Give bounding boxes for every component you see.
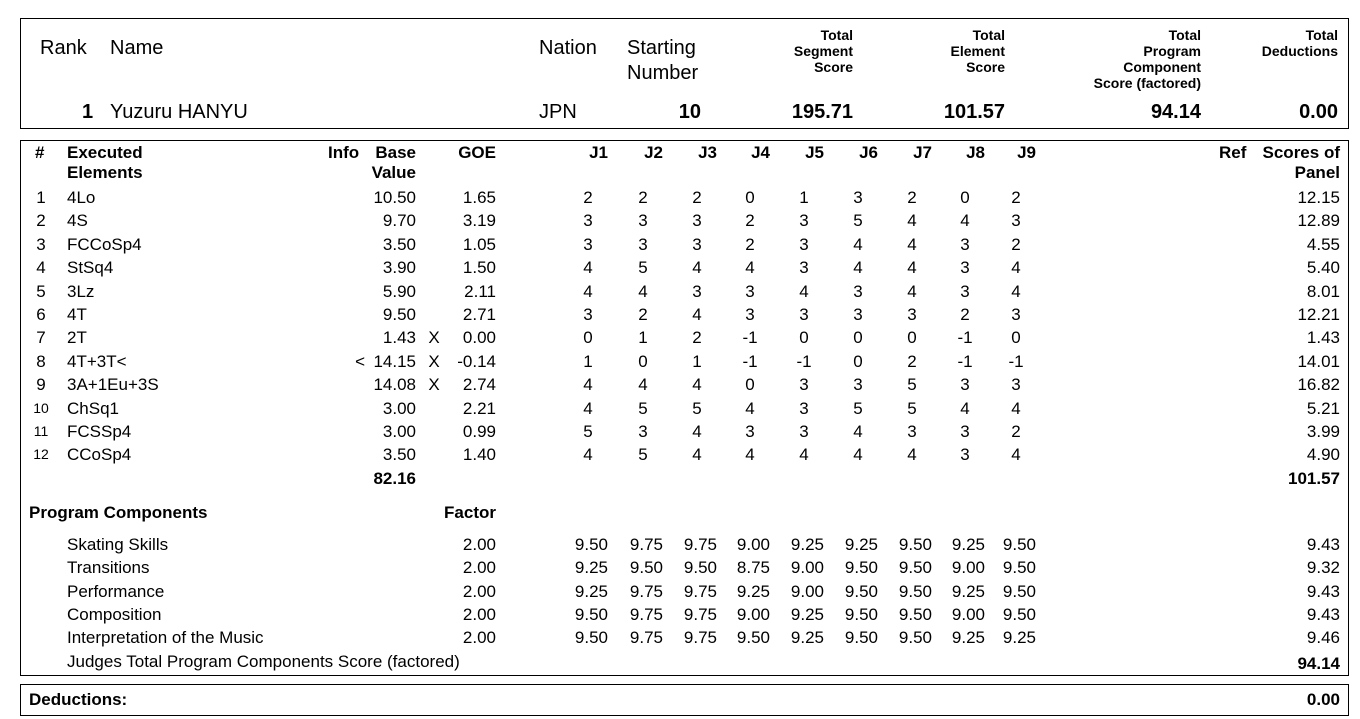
total-segment-score-label: Total Segment Score — [793, 27, 853, 75]
total-program-component-score: 94.14 — [1150, 101, 1201, 123]
element-judge-score-j2: 4 — [638, 375, 648, 395]
component-judge-score-j4: 9.50 — [736, 628, 770, 648]
element-base-value: 10.50 — [373, 188, 416, 207]
element-judge-score-j8: 4 — [960, 211, 970, 231]
element-judge-score-j1: 3 — [583, 234, 593, 254]
component-judge-score-j9: 9.50 — [1002, 558, 1036, 578]
element-judge-score-j7: 2 — [907, 188, 917, 207]
element-judge-score-j8: 3 — [960, 258, 970, 278]
component-judge-score-j3: 9.75 — [683, 604, 717, 624]
component-judge-score-j2: 9.50 — [629, 558, 663, 578]
deductions-box — [20, 684, 1349, 716]
element-code: ChSq1 — [67, 398, 119, 418]
element-base-value: 3.00 — [382, 398, 416, 418]
element-judge-score-j1: 3 — [583, 211, 593, 231]
element-judge-score-j7: 4 — [907, 258, 917, 278]
element-judge-score-j6: 4 — [853, 422, 863, 441]
element-judge-score-j1: 4 — [583, 445, 593, 465]
component-judge-score-j4: 9.00 — [736, 604, 770, 624]
element-base-value: 9.70 — [382, 211, 416, 231]
element-judge-score-j8: 3 — [960, 422, 970, 441]
judge-header-9: J9 — [1017, 143, 1036, 162]
element-judge-score-j9: -1 — [1008, 351, 1024, 371]
element-judge-score-j9: 3 — [1011, 375, 1021, 395]
component-judge-score-j2: 9.75 — [629, 535, 663, 554]
total-element-score: 101.57 — [943, 101, 1005, 123]
element-judge-score-j3: 1 — [692, 351, 702, 371]
element-judge-score-j2: 2 — [638, 305, 648, 324]
element-panel-score: 1.43 — [1306, 328, 1340, 348]
element-judge-score-j2: 3 — [638, 211, 648, 231]
element-judge-score-j7: 5 — [907, 375, 917, 395]
total-deductions: 0.00 — [1299, 101, 1338, 123]
component-judge-score-j2: 9.75 — [629, 581, 663, 601]
element-judge-score-j2: 3 — [638, 234, 648, 254]
judge-header-2: J2 — [644, 143, 663, 162]
component-judge-score-j4: 9.00 — [736, 535, 770, 554]
element-judge-score-j3: 4 — [692, 375, 702, 395]
judge-header-1: J1 — [589, 143, 608, 162]
element-judge-score-j9: 2 — [1011, 188, 1021, 207]
element-goe: 2.71 — [462, 305, 496, 324]
element-number: 8 — [36, 351, 46, 371]
judge-header-7: J7 — [913, 143, 932, 162]
nation-label: Nation — [539, 37, 597, 59]
deductions-label: Deductions: — [29, 690, 128, 709]
element-judge-score-j9: 0 — [1011, 328, 1021, 348]
element-judge-score-j9: 3 — [1011, 305, 1021, 324]
element-number: 5 — [36, 281, 46, 301]
component-name: Composition — [67, 604, 162, 624]
component-judge-score-j4: 8.75 — [736, 558, 770, 578]
program-components-label: Program Components — [29, 503, 208, 522]
component-name: Performance — [67, 581, 165, 601]
component-judge-score-j4: 9.25 — [736, 581, 770, 601]
element-judge-score-j9: 2 — [1011, 422, 1021, 441]
elements-score-total: 101.57 — [1288, 469, 1340, 488]
element-bonus-mark: X — [428, 351, 440, 371]
element-panel-score: 4.90 — [1306, 445, 1340, 465]
element-base-value: 9.50 — [382, 305, 416, 324]
component-judge-score-j3: 9.50 — [683, 558, 717, 578]
element-goe: 0.99 — [462, 422, 496, 441]
component-name: Skating Skills — [67, 535, 169, 554]
element-judge-score-j8: 3 — [960, 375, 970, 395]
element-judge-score-j1: 0 — [583, 328, 593, 348]
component-judge-score-j3: 9.75 — [683, 628, 717, 648]
col-header-goe: GOE — [458, 143, 496, 162]
element-panel-score: 12.15 — [1297, 188, 1340, 207]
element-base-value: 5.90 — [382, 281, 416, 301]
element-judge-score-j4: -1 — [742, 351, 758, 371]
element-judge-score-j4: 0 — [745, 375, 755, 395]
component-judge-score-j9: 9.25 — [1002, 628, 1036, 648]
starting-number-label-1: Starting — [627, 37, 696, 59]
skater-name: Yuzuru HANYU — [110, 101, 248, 123]
element-judge-score-j5: 3 — [799, 258, 809, 278]
element-judge-score-j9: 4 — [1011, 281, 1021, 301]
col-header-ref: Ref — [1219, 143, 1247, 162]
component-panel-score: 9.32 — [1306, 558, 1340, 578]
element-code: 3A+1Eu+3S — [67, 375, 159, 395]
judges-total-pcs-label: Judges Total Program Components Score (factored) — [67, 652, 460, 671]
component-judge-score-j7: 9.50 — [898, 581, 932, 601]
element-judge-score-j5: 3 — [799, 211, 809, 231]
element-panel-score: 12.89 — [1297, 211, 1340, 231]
element-judge-score-j9: 2 — [1011, 234, 1021, 254]
component-judge-score-j1: 9.25 — [574, 581, 608, 601]
component-judge-score-j7: 9.50 — [898, 535, 932, 554]
element-judge-score-j4: 3 — [745, 281, 755, 301]
total-deductions-label: Total Deductions — [1261, 27, 1338, 59]
component-judge-score-j1: 9.50 — [574, 628, 608, 648]
col-header-executed-elements: Executed Elements — [67, 143, 143, 182]
component-judge-score-j1: 9.50 — [574, 535, 608, 554]
element-judge-score-j8: 3 — [960, 445, 970, 465]
component-factor: 2.00 — [462, 558, 496, 578]
element-judge-score-j3: 4 — [692, 422, 702, 441]
element-judge-score-j7: 5 — [907, 398, 917, 418]
element-number: 12 — [33, 446, 49, 463]
element-judge-score-j5: 1 — [799, 188, 809, 207]
judge-header-4: J4 — [751, 143, 770, 162]
element-judge-score-j4: -1 — [742, 328, 758, 348]
component-judge-score-j8: 9.25 — [951, 581, 985, 601]
element-judge-score-j2: 1 — [638, 328, 648, 348]
element-number: 6 — [36, 305, 46, 324]
judge-header-8: J8 — [966, 143, 985, 162]
element-judge-score-j3: 2 — [692, 188, 702, 207]
component-judge-score-j2: 9.75 — [629, 604, 663, 624]
component-factor: 2.00 — [462, 581, 496, 601]
element-goe: 2.21 — [462, 398, 496, 418]
element-judge-score-j8: 3 — [960, 234, 970, 254]
element-judge-score-j5: 3 — [799, 375, 809, 395]
component-judge-score-j5: 9.25 — [790, 535, 824, 554]
element-goe: 1.40 — [462, 445, 496, 465]
element-judge-score-j6: 5 — [853, 211, 863, 231]
element-panel-score: 5.21 — [1306, 398, 1340, 418]
element-goe: -0.14 — [457, 351, 496, 371]
judges-total-pcs-score: 94.14 — [1297, 654, 1340, 673]
component-judge-score-j6: 9.25 — [844, 535, 878, 554]
element-judge-score-j7: 0 — [907, 328, 917, 348]
element-judge-score-j2: 0 — [638, 351, 648, 371]
element-judge-score-j6: 3 — [853, 281, 863, 301]
judge-header-5: J5 — [805, 143, 824, 162]
element-judge-score-j6: 3 — [853, 305, 863, 324]
component-judge-score-j1: 9.50 — [574, 604, 608, 624]
element-judge-score-j8: -1 — [957, 328, 973, 348]
element-judge-score-j2: 5 — [638, 445, 648, 465]
element-code: CCoSp4 — [67, 445, 132, 465]
element-panel-score: 8.01 — [1306, 281, 1340, 301]
component-judge-score-j7: 9.50 — [898, 628, 932, 648]
element-judge-score-j5: 4 — [799, 445, 809, 465]
element-judge-score-j4: 4 — [745, 445, 755, 465]
element-judge-score-j6: 4 — [853, 258, 863, 278]
component-judge-score-j8: 9.00 — [951, 604, 985, 624]
judge-header-3: J3 — [698, 143, 717, 162]
element-judge-score-j2: 5 — [638, 258, 648, 278]
component-judge-score-j5: 9.25 — [790, 604, 824, 624]
element-goe: 2.74 — [462, 375, 496, 395]
base-value-total: 82.16 — [373, 469, 416, 488]
element-panel-score: 12.21 — [1297, 305, 1340, 324]
element-code: FCSSp4 — [67, 422, 132, 441]
element-judge-score-j6: 4 — [853, 234, 863, 254]
element-judge-score-j1: 3 — [583, 305, 593, 324]
component-name: Transitions — [67, 558, 150, 578]
element-judge-score-j3: 3 — [692, 234, 702, 254]
element-base-value: 3.50 — [382, 234, 416, 254]
total-element-score-label: Total Element Score — [950, 27, 1005, 75]
element-judge-score-j3: 4 — [692, 445, 702, 465]
element-code: 4T — [67, 305, 87, 324]
element-code: 4T+3T< — [67, 351, 127, 371]
element-panel-score: 16.82 — [1297, 375, 1340, 395]
element-judge-score-j1: 4 — [583, 375, 593, 395]
element-judge-score-j7: 3 — [907, 305, 917, 324]
element-judge-score-j6: 3 — [853, 188, 863, 207]
component-judge-score-j6: 9.50 — [844, 604, 878, 624]
element-judge-score-j3: 4 — [692, 258, 702, 278]
element-judge-score-j9: 4 — [1011, 258, 1021, 278]
component-panel-score: 9.43 — [1306, 604, 1340, 624]
element-judge-score-j6: 5 — [853, 398, 863, 418]
element-goe: 1.50 — [462, 258, 496, 278]
element-judge-score-j3: 3 — [692, 211, 702, 231]
rank-label: Rank — [40, 37, 87, 59]
element-base-value: 3.50 — [382, 445, 416, 465]
component-judge-score-j8: 9.00 — [951, 558, 985, 578]
element-judge-score-j5: 3 — [799, 305, 809, 324]
component-panel-score: 9.43 — [1306, 581, 1340, 601]
col-header-number: # — [35, 143, 45, 162]
element-judge-score-j4: 2 — [745, 234, 755, 254]
element-judge-score-j6: 4 — [853, 445, 863, 465]
element-judge-score-j1: 4 — [583, 258, 593, 278]
element-goe: 2.11 — [464, 281, 496, 301]
component-judge-score-j5: 9.00 — [790, 558, 824, 578]
element-judge-score-j6: 0 — [853, 351, 863, 371]
component-judge-score-j3: 9.75 — [683, 581, 717, 601]
element-number: 4 — [36, 258, 46, 278]
factor-label: Factor — [444, 503, 496, 522]
component-panel-score: 9.46 — [1306, 628, 1340, 648]
element-base-value: 3.90 — [382, 258, 416, 278]
element-judge-score-j8: 2 — [960, 305, 970, 324]
component-judge-score-j6: 9.50 — [844, 558, 878, 578]
component-judge-score-j9: 9.50 — [1002, 604, 1036, 624]
element-judge-score-j2: 4 — [638, 281, 648, 301]
col-header-scores-of-panel: Scores of Panel — [1262, 143, 1340, 182]
element-code: 3Lz — [67, 281, 95, 301]
element-base-value: 14.08 — [373, 375, 416, 395]
element-panel-score: 14.01 — [1297, 351, 1340, 371]
element-goe: 1.05 — [462, 234, 496, 254]
skater-rank: 1 — [82, 101, 94, 123]
total-program-component-score-label: Total Program Component Score (factored) — [1093, 27, 1201, 91]
element-code: StSq4 — [67, 258, 114, 278]
element-code: 4Lo — [67, 188, 96, 207]
component-judge-score-j7: 9.50 — [898, 558, 932, 578]
element-code: 2T — [67, 328, 87, 348]
element-judge-score-j9: 3 — [1011, 211, 1021, 231]
component-judge-score-j3: 9.75 — [683, 535, 717, 554]
element-judge-score-j8: 0 — [960, 188, 970, 207]
element-number: 3 — [36, 234, 46, 254]
element-panel-score: 4.55 — [1306, 234, 1340, 254]
element-judge-score-j4: 3 — [745, 422, 755, 441]
element-judge-score-j1: 1 — [583, 351, 593, 371]
judge-header-6: J6 — [859, 143, 878, 162]
element-judge-score-j5: 0 — [799, 328, 809, 348]
element-judge-score-j4: 0 — [745, 188, 755, 207]
element-judge-score-j3: 5 — [692, 398, 702, 418]
component-judge-score-j6: 9.50 — [844, 628, 878, 648]
element-judge-score-j4: 2 — [745, 211, 755, 231]
component-judge-score-j8: 9.25 — [951, 628, 985, 648]
element-judge-score-j1: 5 — [583, 422, 593, 441]
component-judge-score-j6: 9.50 — [844, 581, 878, 601]
col-header-base-value: Base Value — [371, 143, 416, 182]
element-judge-score-j8: 4 — [960, 398, 970, 418]
component-judge-score-j1: 9.25 — [574, 558, 608, 578]
element-goe: 1.65 — [462, 188, 496, 207]
element-judge-score-j7: 3 — [907, 422, 917, 441]
element-judge-score-j3: 3 — [692, 281, 702, 301]
deductions-value: 0.00 — [1306, 690, 1340, 709]
component-judge-score-j5: 9.00 — [790, 581, 824, 601]
element-judge-score-j4: 4 — [745, 258, 755, 278]
component-judge-score-j8: 9.25 — [951, 535, 985, 554]
element-judge-score-j9: 4 — [1011, 398, 1021, 418]
component-judge-score-j2: 9.75 — [629, 628, 663, 648]
element-goe: 3.19 — [462, 211, 496, 231]
element-panel-score: 5.40 — [1306, 258, 1340, 278]
skater-starting-number: 10 — [678, 101, 701, 123]
element-judge-score-j2: 5 — [638, 398, 648, 418]
component-judge-score-j7: 9.50 — [898, 604, 932, 624]
element-panel-score: 3.99 — [1306, 422, 1340, 441]
element-judge-score-j7: 4 — [907, 211, 917, 231]
element-code: 4S — [67, 211, 88, 231]
element-judge-score-j2: 3 — [638, 422, 648, 441]
component-factor: 2.00 — [462, 604, 496, 624]
element-judge-score-j1: 4 — [583, 281, 593, 301]
element-judge-score-j7: 4 — [907, 234, 917, 254]
element-goe: 0.00 — [462, 328, 496, 348]
element-base-value: 14.15 — [373, 351, 416, 371]
total-segment-score: 195.71 — [791, 101, 853, 123]
element-judge-score-j1: 4 — [583, 398, 593, 418]
starting-number-label-2: Number — [627, 62, 699, 84]
element-judge-score-j5: -1 — [796, 351, 812, 371]
element-number: 11 — [33, 423, 49, 439]
component-panel-score: 9.43 — [1306, 535, 1340, 554]
element-judge-score-j4: 3 — [745, 305, 755, 324]
element-judge-score-j3: 2 — [692, 328, 702, 348]
element-base-value: 1.43 — [382, 328, 416, 348]
element-number: 10 — [33, 399, 49, 416]
element-info-mark: < — [355, 351, 365, 371]
component-name: Interpretation of the Music — [67, 628, 264, 648]
element-bonus-mark: X — [428, 375, 440, 395]
element-judge-score-j5: 3 — [799, 234, 809, 254]
element-number: 1 — [36, 188, 46, 207]
element-judge-score-j7: 2 — [907, 351, 917, 371]
element-number: 2 — [36, 211, 46, 231]
element-judge-score-j7: 4 — [907, 281, 917, 301]
element-judge-score-j2: 2 — [638, 188, 648, 207]
element-judge-score-j5: 3 — [799, 398, 809, 418]
component-judge-score-j9: 9.50 — [1002, 581, 1036, 601]
component-factor: 2.00 — [462, 535, 496, 554]
element-code: FCCoSp4 — [67, 234, 142, 254]
element-judge-score-j8: -1 — [957, 351, 973, 371]
element-judge-score-j3: 4 — [692, 305, 702, 324]
element-judge-score-j7: 4 — [907, 445, 917, 465]
element-judge-score-j6: 3 — [853, 375, 863, 395]
element-judge-score-j4: 4 — [745, 398, 755, 418]
element-number: 7 — [36, 328, 46, 348]
col-header-info: Info — [328, 143, 360, 162]
skater-nation: JPN — [539, 101, 577, 123]
element-judge-score-j1: 2 — [583, 188, 593, 207]
element-number: 9 — [36, 375, 46, 395]
element-bonus-mark: X — [428, 328, 440, 348]
name-label: Name — [110, 37, 164, 59]
element-judge-score-j5: 3 — [799, 422, 809, 441]
component-judge-score-j5: 9.25 — [790, 628, 824, 648]
component-factor: 2.00 — [462, 628, 496, 648]
element-base-value: 3.00 — [382, 422, 416, 441]
element-judge-score-j6: 0 — [853, 328, 863, 348]
element-judge-score-j9: 4 — [1011, 445, 1021, 465]
component-judge-score-j9: 9.50 — [1002, 535, 1036, 554]
element-judge-score-j5: 4 — [799, 281, 809, 301]
element-judge-score-j8: 3 — [960, 281, 970, 301]
